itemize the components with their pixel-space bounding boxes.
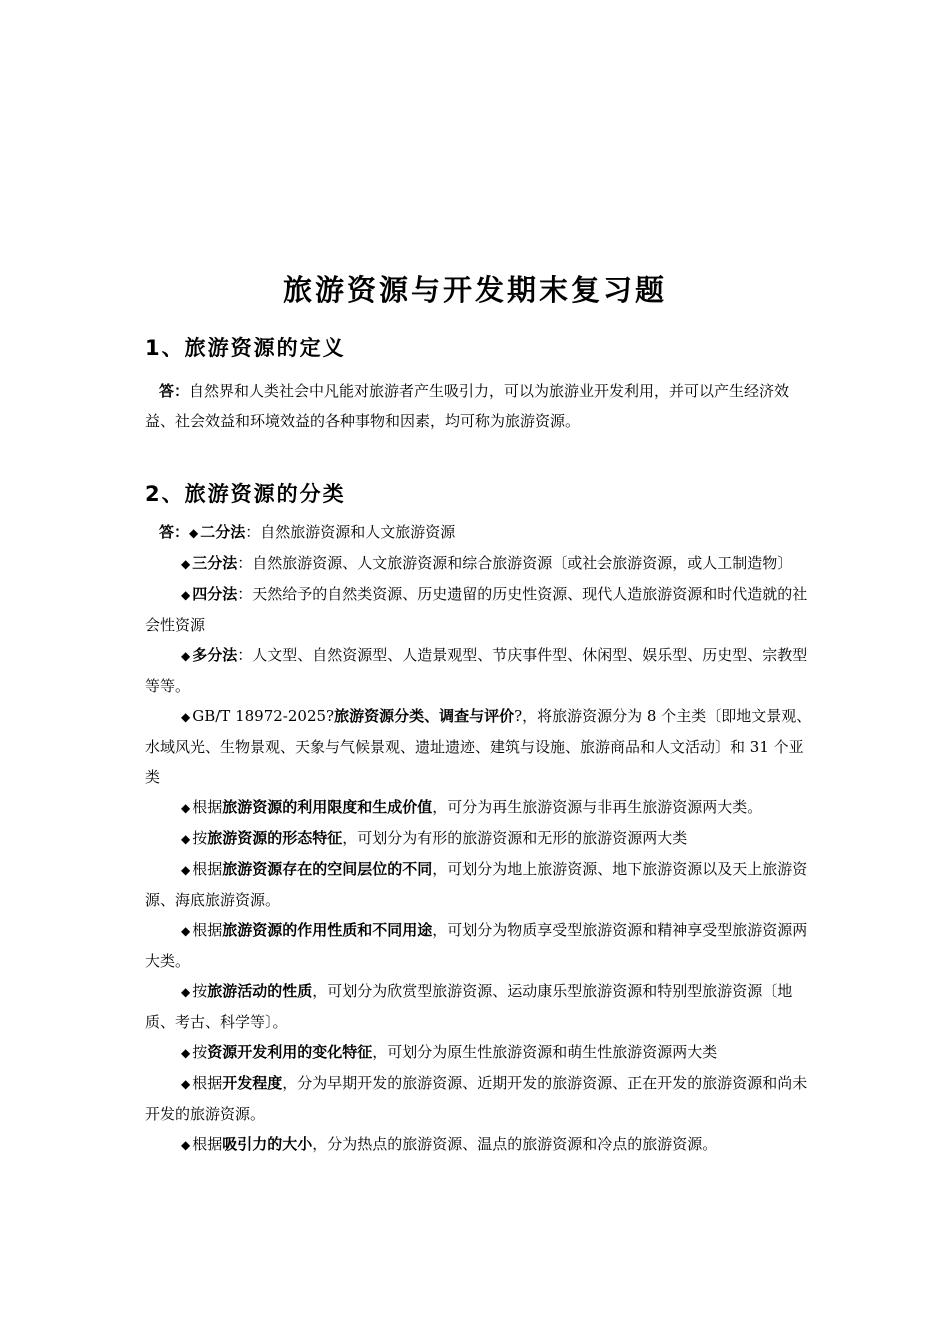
list-item: ◆ 多分法：人文型、自然资源型、人造景观型、节庆事件型、休闲型、娱乐型、历史型、宗教型等等。 <box>145 646 808 695</box>
diamond-bullet-icon: ◆ <box>181 1138 191 1152</box>
section-1-heading: 1、旅游资源的定义 <box>145 336 346 360</box>
answer-label: 答： <box>159 523 190 541</box>
section-2-heading: 2、旅游资源的分类 <box>145 482 346 506</box>
section-1-answer <box>145 376 813 436</box>
list-item: ◆ 三分法：自然旅游资源、人文旅游资源和综合旅游资源〔或社会旅游资源，或人工制造物〕 <box>181 554 793 572</box>
list-item: ◆ 按旅游资源的形态特征，可划分为有形的旅游资源和无形的旅游资源两大类 <box>181 829 688 847</box>
list-item: ◆ 根据旅游资源的作用性质和不同用途，可划分为物质享受型旅游资源和精神享受型旅游资源两大类。 <box>145 921 808 970</box>
answer-text: 自然界和人类社会中凡能对旅游者产生吸引力，可以为旅游业开发利用，并可以产生经济效益、社会效益和环境效益的各种事物和因素，均可称为旅游资源。 <box>145 382 790 430</box>
list-item: 答：◆ 二分法：自然旅游资源和人文旅游资源 <box>159 523 456 541</box>
diamond-bullet-icon: ◆ <box>181 588 191 602</box>
list-item: ◆ 根据吸引力的大小，分为热点的旅游资源、温点的旅游资源和冷点的旅游资源。 <box>181 1135 718 1153</box>
diamond-bullet-icon: ◆ <box>181 1077 191 1091</box>
list-item: ◆ 根据旅游资源存在的空间层位的不同，可划分为地上旅游资源、地下旅游资源以及天上旅游资源、海底旅游资源。 <box>145 860 808 909</box>
list-item: ◆ 四分法：天然给予的自然类资源、历史遗留的历史性资源、现代人造旅游资源和时代造就的社会性资源 <box>145 585 808 634</box>
diamond-bullet-icon: ◆ <box>181 832 191 846</box>
diamond-bullet-icon: ◆ <box>181 710 191 724</box>
diamond-bullet-icon: ◆ <box>181 863 191 877</box>
list-item: ◆ GB/T 18972-2025?旅游资源分类、调查与评价?，将旅游资源分为 8 个主类〔即地文景观、水域风光、生物景观、天象与气候景观、遗址遗迹、建筑与设施、旅游商品和人文活动〕和 31 个亚类 <box>145 707 812 786</box>
diamond-bullet-icon: ◆ <box>181 557 191 571</box>
diamond-bullet-icon: ◆ <box>181 801 191 815</box>
document-title: 旅游资源与开发期末复习题 <box>282 273 667 307</box>
diamond-bullet-icon: ◆ <box>181 649 191 663</box>
list-item: ◆ 按资源开发利用的变化特征，可划分为原生性旅游资源和萌生性旅游资源两大类 <box>181 1043 718 1061</box>
diamond-bullet-icon: ◆ <box>181 985 191 999</box>
section-2-answer <box>145 517 813 1160</box>
list-item: ◆ 根据旅游资源的利用限度和生成价值，可分为再生旅游资源与非再生旅游资源两大类。 <box>181 798 763 816</box>
list-item: ◆ 根据开发程度，分为早期开发的旅游资源、近期开发的旅游资源、正在开发的旅游资源和尚未开发的旅游资源。 <box>145 1074 808 1123</box>
answer-label: 答： <box>159 382 190 400</box>
diamond-bullet-icon: ◆ <box>189 526 199 540</box>
diamond-bullet-icon: ◆ <box>181 1046 191 1060</box>
list-item: ◆ 按旅游活动的性质，可划分为欣赏型旅游资源、运动康乐型旅游资源和特别型旅游资源〔地质、考古、科学等〕。 <box>145 982 793 1031</box>
diamond-bullet-icon: ◆ <box>181 924 191 938</box>
